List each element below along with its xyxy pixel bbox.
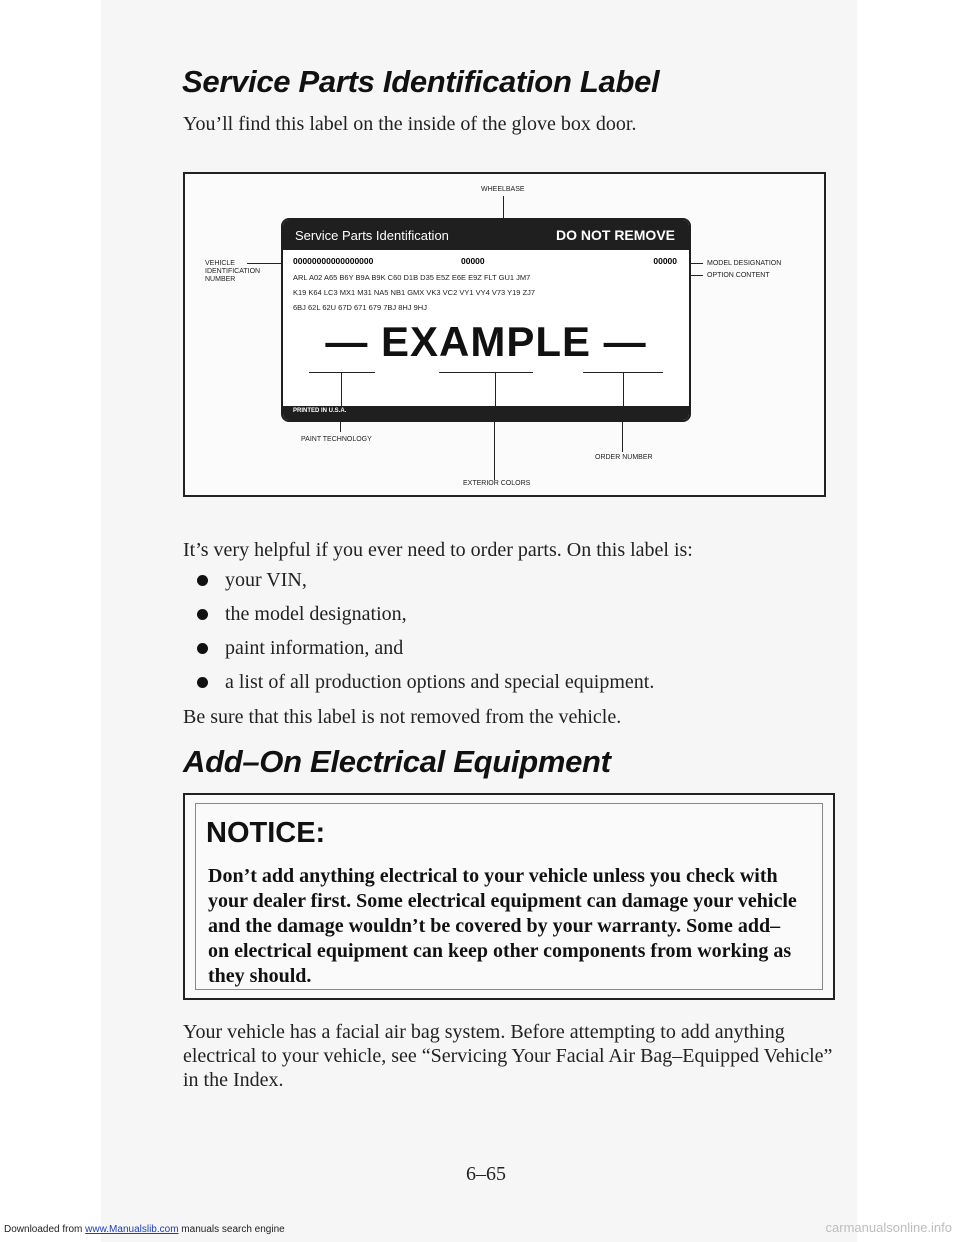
helpful-text: It’s very helpful if you ever need to order parts. On this label is: — [183, 539, 693, 561]
label-figure — [183, 172, 826, 497]
label-header-warning: DO NOT REMOVE — [555, 227, 675, 243]
codes-line-1: ARL A02 A65 B6Y B9A B9K C60 D1B D35 E5Z E6E E9Z FLT GU1 JM7 — [293, 273, 531, 282]
list-item-text: a list of all production options and special equipment. — [225, 671, 655, 693]
codes-line-2: K19 K64 LC3 MX1 M31 NA5 NB1 GMX VK3 VC2 VY1 VY4 V73 Y19 ZJ7 — [293, 288, 536, 297]
vin-caption-3: NUMBER — [205, 276, 236, 283]
site-watermark: carmanualsonline.info — [825, 1220, 952, 1235]
list-item-text: the model designation, — [225, 603, 407, 625]
list-item-text: paint information, and — [225, 637, 404, 659]
order-number-caption: ORDER NUMBER — [595, 454, 653, 461]
option-codes — [293, 270, 535, 315]
label-header-bar — [283, 220, 689, 250]
colors-bracket-stem — [495, 372, 496, 406]
bullet-icon — [197, 609, 208, 620]
paint-bracket-stem — [341, 372, 342, 406]
list-item — [195, 568, 654, 602]
parts-label-card — [281, 218, 691, 422]
model-code: 00000 — [653, 256, 677, 266]
option-content-caption: OPTION CONTENT — [707, 272, 770, 279]
order-bracket-stem — [623, 372, 624, 406]
label-header-title: Service Parts Identification — [295, 228, 449, 243]
printed-in-usa: PRINTED IN U.S.A. — [293, 408, 347, 414]
paint-bracket — [309, 372, 375, 373]
banner-prefix: Downloaded from — [4, 1224, 86, 1235]
bullet-icon — [197, 677, 208, 688]
section-title-service-parts: Service Parts Identification Label — [182, 64, 660, 99]
manualslib-link[interactable]: www.Manualslib.com — [85, 1224, 179, 1235]
notice-title: NOTICE: — [206, 817, 326, 849]
vin-pointer — [247, 263, 281, 264]
download-banner — [4, 1224, 285, 1235]
wheelbase-caption: WHEELBASE — [481, 186, 525, 193]
page-number: 6–65 — [466, 1163, 506, 1185]
banner-suffix: manuals search engine — [178, 1224, 285, 1235]
example-watermark: — EXAMPLE — — [325, 318, 647, 365]
closing-text: Be sure that this label is not removed from the vehicle. — [183, 706, 622, 728]
wheelbase-code: 00000 — [461, 256, 485, 266]
air-bag-paragraph: Your vehicle has a facial air bag system. Before attempting to add anything electrical to your vehicle, see “Servicing Your Facial Air Bag–Equipped Vehicle” in the Index. — [183, 1021, 833, 1091]
list-item — [195, 670, 654, 704]
intro-text: You’ll find this label on the inside of the glove box door. — [183, 113, 637, 135]
label-contents-list — [195, 568, 654, 704]
colors-line — [494, 418, 495, 480]
notice-body: Don’t add anything electrical to your vehicle unless you check with your dealer first. Some electrical equipment can damage your vehicle and the damage wouldn’t be covered by your warranty. Some add–on electrical equipment can keep other components from working as they should. — [208, 865, 797, 987]
list-item-text: your VIN, — [225, 569, 307, 591]
notice-inner-frame — [195, 803, 823, 990]
list-item — [195, 602, 654, 636]
section-title-add-on: Add–On Electrical Equipment — [183, 744, 611, 779]
bullet-icon — [197, 643, 208, 654]
bullet-icon — [197, 575, 208, 586]
list-item — [195, 636, 654, 670]
exterior-colors-caption: EXTERIOR COLORS — [463, 480, 531, 487]
colors-bracket — [439, 372, 533, 373]
paint-line — [340, 418, 341, 432]
vin-caption-2: IDENTIFICATION — [205, 268, 261, 275]
wheelbase-line — [503, 196, 504, 218]
notice-box — [183, 793, 835, 1000]
label-footer-bar — [283, 406, 689, 420]
paint-technology-caption: PAINT TECHNOLOGY — [301, 436, 372, 443]
codes-line-3: 6BJ 62L 62U 67D 671 679 7BJ 8HJ 9HJ — [293, 303, 427, 312]
vin-caption-1: VEHICLE — [205, 260, 235, 267]
model-designation-caption: MODEL DESIGNATION — [707, 260, 782, 267]
vin-code: 00000000000000000 — [293, 256, 374, 266]
order-line — [622, 418, 623, 452]
